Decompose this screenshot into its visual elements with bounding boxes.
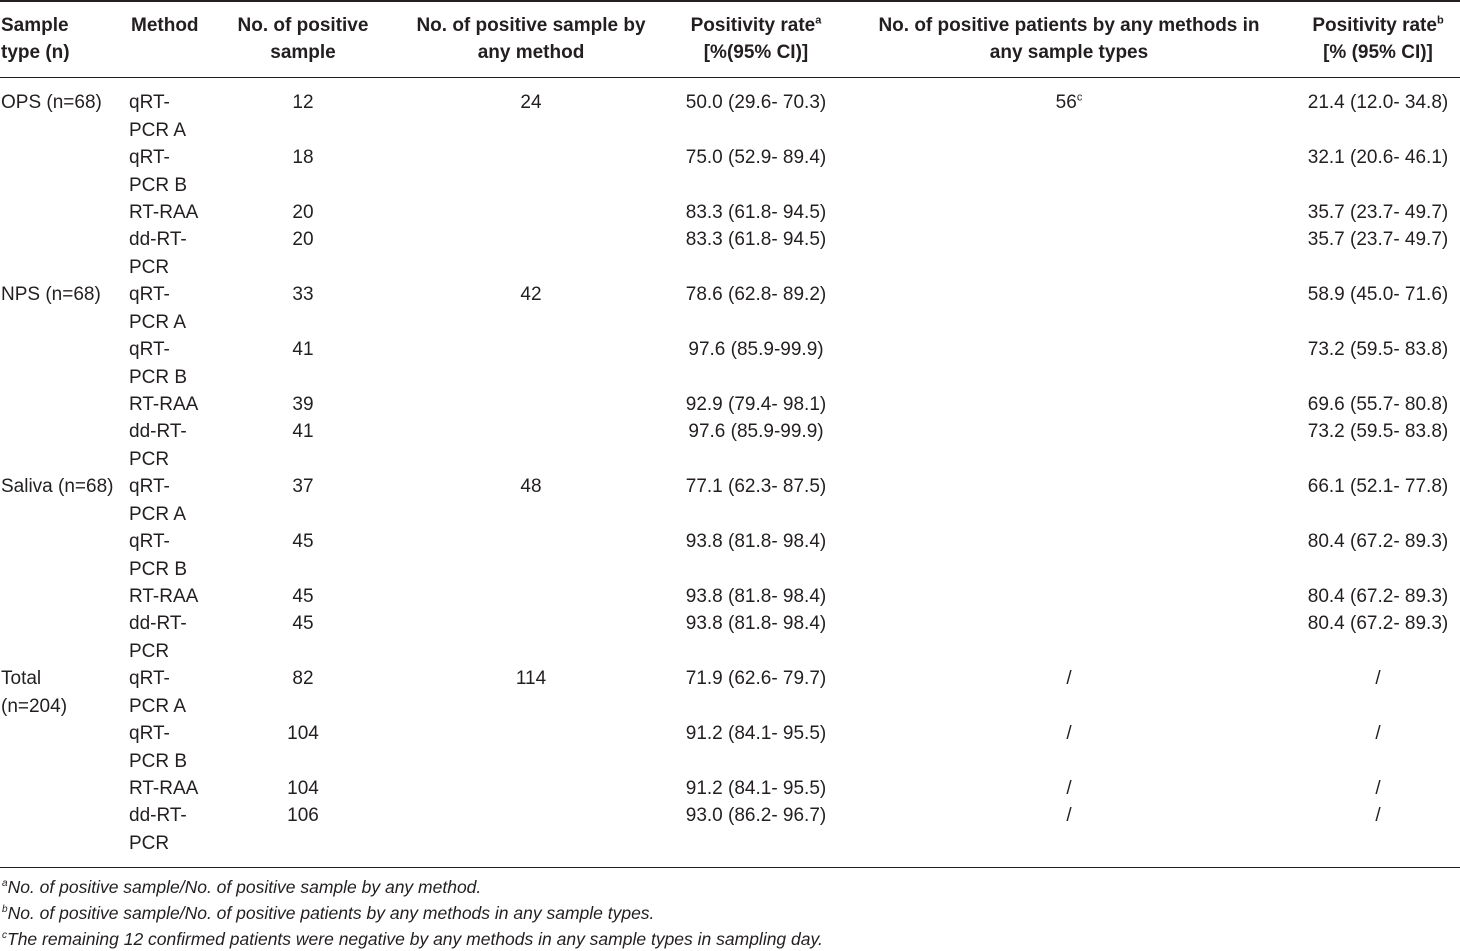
positive-cell: 104 (287, 778, 319, 799)
positive-cell: 45 (292, 531, 314, 552)
rate-b-cell: 35.7 (23.7- 49.7) (1307, 229, 1449, 250)
rate-a-cell: 93.8 (81.8- 98.4) (685, 531, 827, 552)
method-cell: qRT- PCR A (129, 92, 187, 141)
rate-a-cell: 71.9 (62.6- 79.7) (685, 668, 827, 689)
patients-cell: / (1066, 723, 1072, 744)
rate-b-cell: / (1375, 723, 1381, 744)
any-method-cell: 42 (520, 284, 542, 305)
method-cell: qRT- PCR B (129, 723, 188, 772)
positive-cell: 106 (287, 805, 319, 826)
rate-a-cell: 93.0 (86.2- 96.7) (685, 805, 827, 826)
positive-cell: 37 (292, 476, 314, 497)
rate-b-cell: 32.1 (20.6- 46.1) (1307, 147, 1449, 168)
positive-cell: 45 (292, 613, 314, 634)
rate-a-cell: 50.0 (29.6- 70.3) (685, 92, 827, 113)
patients-cell: / (1066, 805, 1072, 826)
rate-a-cell: 75.0 (52.9- 89.4) (685, 147, 827, 168)
sample-type-cell: Total (n=204) (1, 668, 68, 717)
method-cell: qRT- PCR A (129, 668, 187, 717)
method-cell: RT-RAA (129, 778, 199, 799)
header-patients: No. of positive patients by any methods in any sample types (878, 15, 1260, 63)
positive-cell: 33 (292, 284, 314, 305)
positive-cell: 104 (287, 723, 319, 744)
rate-b-cell: / (1375, 668, 1381, 689)
rate-a-cell: 91.2 (84.1- 95.5) (685, 778, 827, 799)
method-cell: dd-RT- PCR (129, 805, 187, 854)
sample-type-cell: OPS (n=68) (1, 92, 102, 113)
method-cell: qRT- PCR B (129, 531, 188, 580)
rate-b-cell: / (1375, 778, 1381, 799)
table-bottom-rule (0, 867, 1460, 868)
positive-cell: 12 (292, 92, 314, 113)
patients-cell: / (1066, 778, 1072, 799)
any-method-cell: 114 (515, 668, 547, 689)
footnote-a: $^a$No. of positive sample/No. of positive sample by any method. (2, 877, 482, 897)
method-cell: qRT- PCR A (129, 284, 187, 333)
rate-b-cell: 73.2 (59.5- 83.8) (1307, 421, 1449, 442)
rate-a-cell: 78.6 (62.8- 89.2) (685, 284, 827, 305)
sample-type-cell: NPS (n=68) (1, 284, 101, 305)
sample-type-cell: Saliva (n=68) (1, 476, 114, 497)
method-cell: qRT- PCR B (129, 147, 188, 196)
method-cell: RT-RAA (129, 202, 199, 223)
method-cell: RT-RAA (129, 394, 199, 415)
rate-b-cell: 80.4 (67.2- 89.3) (1307, 586, 1449, 607)
positive-cell: 41 (292, 339, 314, 360)
table-top-rule (0, 0, 1460, 2)
rate-a-cell: 97.6 (85.9-99.9) (688, 339, 824, 360)
positive-cell: 45 (292, 586, 314, 607)
positive-cell: 20 (292, 229, 314, 250)
rate-a-cell: 83.3 (61.8- 94.5) (685, 229, 827, 250)
method-cell: dd-RT- PCR (129, 613, 187, 662)
method-cell: qRT- PCR B (129, 339, 188, 388)
header-rule (0, 77, 1460, 78)
rate-b-cell: 66.1 (52.1- 77.8) (1307, 476, 1449, 497)
rate-a-cell: 83.3 (61.8- 94.5) (685, 202, 827, 223)
positive-cell: 20 (292, 202, 314, 223)
rate-a-cell: 91.2 (84.1- 95.5) (685, 723, 827, 744)
rate-b-cell: 80.4 (67.2- 89.3) (1307, 613, 1449, 634)
header-rate-a: Positivity rate$^a$ [%(95% CI)] (690, 14, 822, 63)
rate-b-cell: 21.4 (12.0- 34.8) (1307, 92, 1449, 113)
header-sample-type: Sample type (n) (1, 15, 70, 63)
method-cell: RT-RAA (129, 586, 199, 607)
positive-cell: 41 (292, 421, 314, 442)
header-positive-any-method: No. of positive sample by any method (416, 15, 646, 63)
rate-b-cell: / (1375, 805, 1381, 826)
any-method-cell: 48 (520, 476, 542, 497)
header-rate-b: Positivity rate$^b$ [% (95% CI)] (1312, 14, 1444, 63)
method-cell: qRT- PCR A (129, 476, 187, 525)
header-method: Method (131, 15, 199, 36)
patients-cell: / (1066, 668, 1072, 689)
rate-b-cell: 58.9 (45.0- 71.6) (1307, 284, 1449, 305)
positive-cell: 18 (292, 147, 314, 168)
rate-a-cell: 92.9 (79.4- 98.1) (685, 394, 827, 415)
method-cell: dd-RT- PCR (129, 229, 187, 278)
header-positive: No. of positive sample (237, 15, 369, 63)
rate-a-cell: 77.1 (62.3- 87.5) (685, 476, 827, 497)
rate-b-cell: 73.2 (59.5- 83.8) (1307, 339, 1449, 360)
any-method-cell: 24 (520, 92, 542, 113)
patients-cell: 56$^c$ (1055, 91, 1083, 113)
rate-b-cell: 35.7 (23.7- 49.7) (1307, 202, 1449, 223)
rate-b-cell: 80.4 (67.2- 89.3) (1307, 531, 1449, 552)
positive-cell: 39 (292, 394, 314, 415)
footnote-b: $^b$No. of positive sample/No. of positive patients by any methods in any sample types. (2, 903, 655, 923)
rate-a-cell: 97.6 (85.9-99.9) (688, 421, 824, 442)
rate-a-cell: 93.8 (81.8- 98.4) (685, 586, 827, 607)
rate-a-cell: 93.8 (81.8- 98.4) (685, 613, 827, 634)
positive-cell: 82 (292, 668, 314, 689)
rate-b-cell: 69.6 (55.7- 80.8) (1307, 394, 1449, 415)
method-cell: dd-RT- PCR (129, 421, 187, 470)
footnote-c: $^c$The remaining 12 confirmed patients were negative by any methods in any sample types in sampling day. (2, 929, 823, 949)
